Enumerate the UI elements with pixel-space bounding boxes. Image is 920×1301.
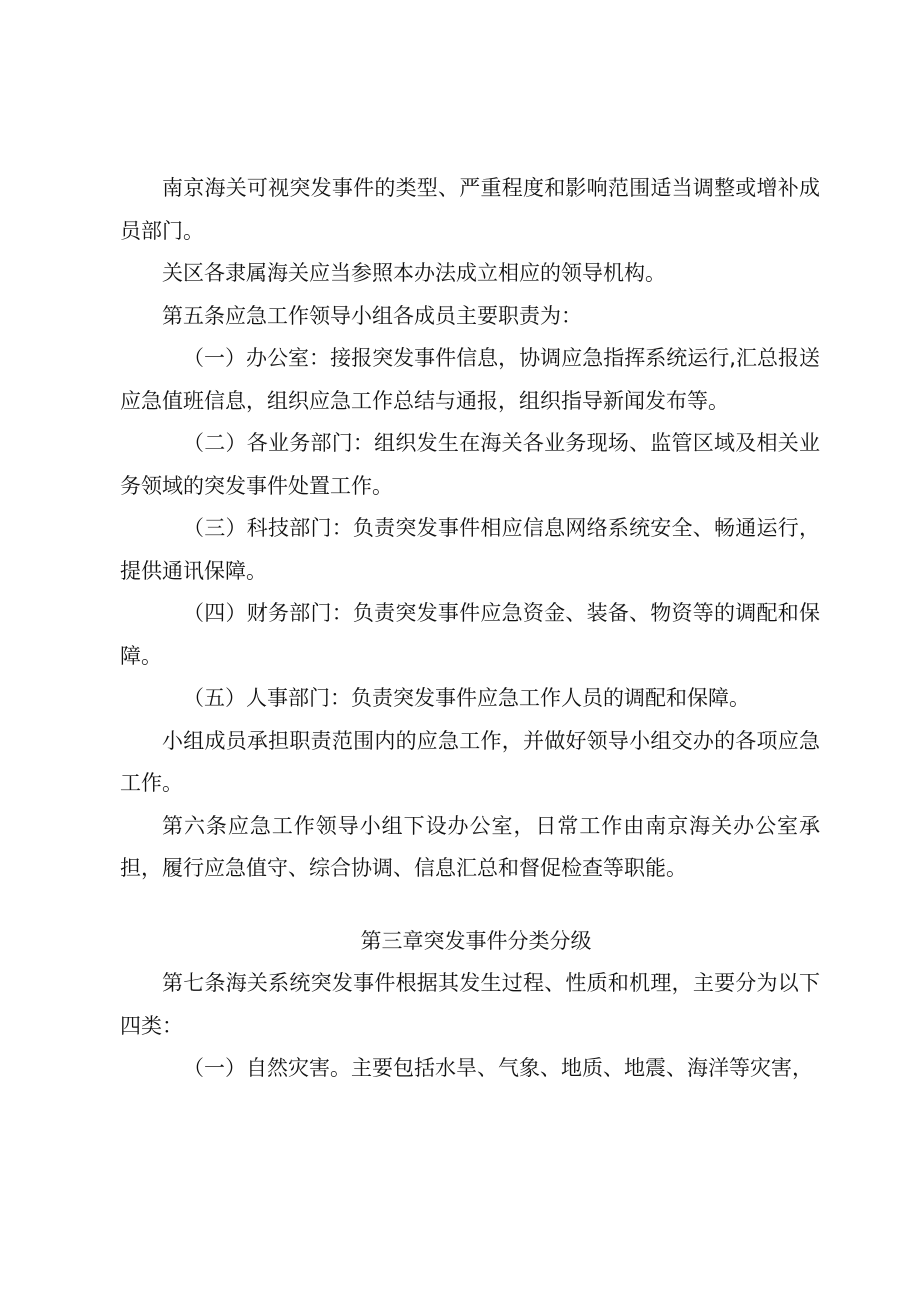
paragraph-member-duties: 小组成员承担职责范围内的应急工作，并做好领导小组交办的各项应急工作。 [120,728,820,795]
paragraph-item-finance-department: （四）财务部门：负责突发事件应急资金、装备、物资等的调配和保障。 [120,601,820,668]
document-body [120,167,820,1090]
paragraph-article-5: 第五条应急工作领导小组各成员主要职责为： [162,303,582,328]
paragraph-subordinate-customs: 关区各隶属海关应当参照本办法成立相应的领导机构。 [162,261,666,285]
paragraph-article-6: 第六条应急工作领导小组下设办公室，日常工作由南京海关办公室承担，履行应急值守、综合协调、信息汇总和督促检查等职能。 [120,813,820,880]
paragraph-article-7: 第七条海关系统突发事件根据其发生过程、性质和机理，主要分为以下四类： [120,971,820,1038]
paragraph-adjust-members: 南京海关可视突发事件的类型、严重程度和影响范围适当调整或增补成员部门。 [120,176,820,243]
paragraph-item-personnel-department: （五）人事部门：负责突发事件应急工作人员的调配和保障。 [183,686,750,710]
paragraph-item-technology-department: （三）科技部门：负责突发事件相应信息网络系统安全、畅通运行，提供通讯保障。 [120,516,820,583]
chapter-heading: 第三章突发事件分类分级 [360,928,592,953]
paragraph-item-business-departments: （二）各业务部门：组织发生在海关各业务现场、监管区域及相关业务领域的突发事件处置工作。 [120,431,820,498]
paragraph-item-office: （一）办公室：接报突发事件信息，协调应急指挥系统运行,汇总报送应急值班信息，组织应急工作总结与通报，组织指导新闻发布等。 [120,346,820,413]
paragraph-item-natural-disasters: （一）自然灾害。主要包括水旱、气象、地质、地震、海洋等灾害， [183,1056,813,1080]
section-spacer [120,890,820,920]
